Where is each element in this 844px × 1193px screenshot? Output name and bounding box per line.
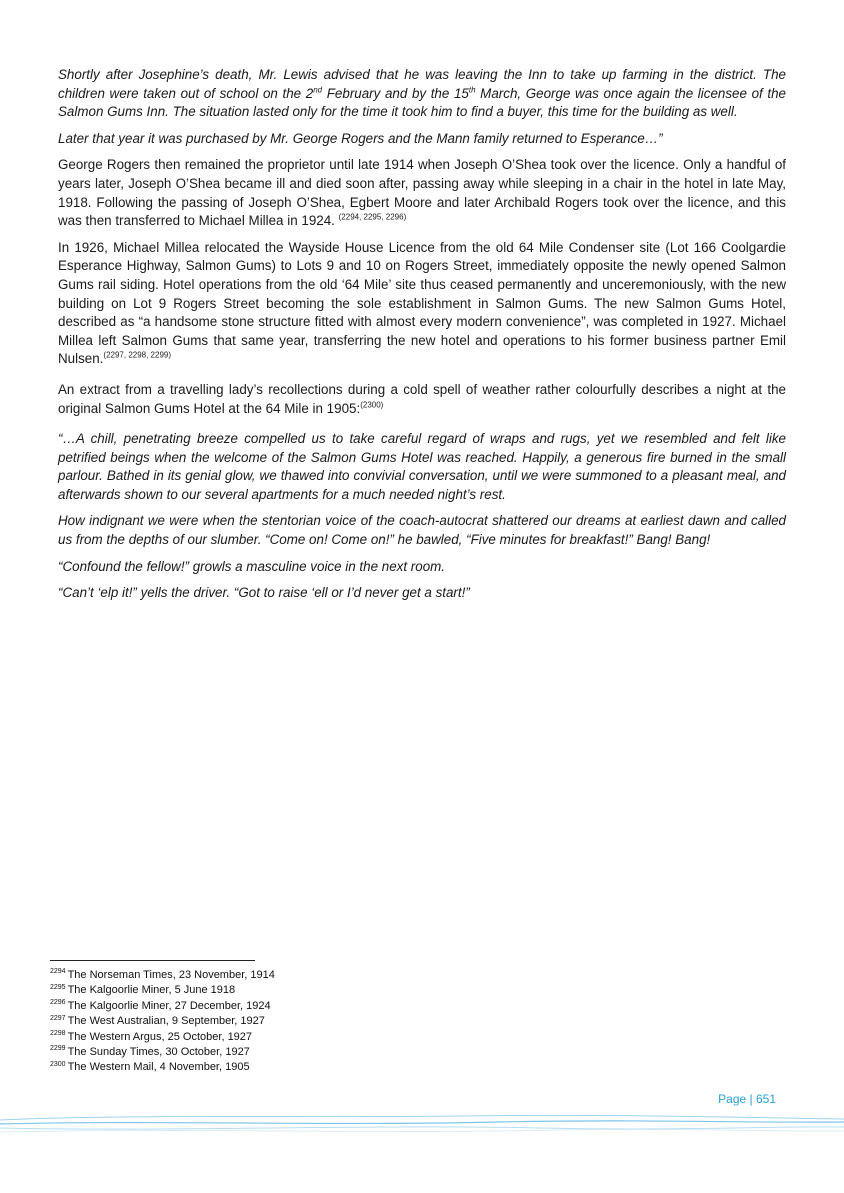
wave-line [0, 1127, 844, 1129]
footnote [50, 1014, 450, 1029]
footnote-text: The West Australian, 9 September, 1927 [67, 1015, 265, 1028]
ordinal-suffix: nd [313, 85, 323, 95]
footnote-text: The Sunday Times, 30 October, 1927 [67, 1046, 250, 1059]
footnote-number: 2295 [50, 983, 66, 991]
footnote-reference: (2300) [360, 400, 384, 410]
footnote-number: 2299 [50, 1045, 66, 1053]
paragraph-5-text: An extract from a travelling lady’s recollections during a cold spell of weather rather colourfully describes a night at the original Salmon Gums Hotel at the 64 Mile in 1905: [58, 381, 786, 416]
footnote-reference: (2297, 2298, 2299) [103, 350, 172, 360]
paragraph-3 [58, 156, 786, 230]
footnote-number: 2297 [50, 1014, 66, 1022]
paragraph-9: “Can’t ‘elp it!” yells the driver. “Got to raise ‘ell or I’d never get a start!” [58, 585, 470, 601]
footnote [50, 1030, 450, 1045]
footnote-number: 2298 [50, 1029, 66, 1037]
paragraph-6: “…A chill, penetrating breeze compelled us to take careful regard of wraps and rugs, yet we resembled and felt like petrified beings when the welcome of the Salmon Gums Hotel was reached. Happily, a generous fire burned in the small parlour. Bathed in its genial glow, we thawed into convivial conversation, until we were summoned to a pleasant meal, and afterwards shown to our several apartments for a much needed night’s rest. [58, 431, 786, 502]
main-text [58, 66, 786, 611]
footnotes [50, 968, 450, 1076]
footnote-number: 2296 [50, 999, 66, 1007]
paragraph-4-text: In 1926, Michael Millea relocated the Wayside House Licence from the old 64 Mile Condenser site (Lot 166 Coolgardie Esperance Highway, Salmon Gums) to Lots 9 and 10 on Rogers Street, immediately opposite the newly opened Salmon Gums rail siding. Hotel operations from the old ‘64 Mile’ site thus ceased permanently and unceremoniously, with the new building on Lot 9 Rogers Street becoming the sole establishment in Salmon Gums. The new Salmon Gums Hotel, described as “a handsome stone structure fitted with almost every modern convenience”, was completed in 1927. Michael Millea left Salmon Gums that same year, transferring the new hotel and operations to his former business partner Emil Nulsen. [58, 239, 786, 367]
paragraph-1 [58, 66, 786, 122]
footnote-text: The Norseman Times, 23 November, 1914 [67, 969, 275, 981]
footnote [50, 1045, 450, 1060]
footnote-text: The Kalgoorlie Miner, 27 December, 1924 [67, 999, 271, 1012]
paragraph-1-text-a: Shortly after Josephine’s death, Mr. Lewis advised that he was leaving the Inn to take up farming in the district. The children were taken out of school on the 2 [58, 67, 786, 101]
paragraph-1-text-c: March, George was once again the licensee of the Salmon Gums Inn. The situation lasted only for the time it took him to find a buyer, this time for the building as well. [58, 85, 786, 120]
ordinal-suffix: th [468, 85, 476, 95]
paragraph-7: How indignant we were when the stentorian voice of the coach-autocrat shattered our dreams at earliest dawn and called us from the depths of our slumber. “Come on! Come on!” he bawled, “Five minutes for breakfast!” Bang! Bang! [58, 513, 786, 548]
footnote-reference: (2294, 2295, 2296) [338, 212, 407, 222]
paragraph-3-text: George Rogers then remained the proprietor until late 1914 when Joseph O’Shea took over the licence. Only a handful of years later, Joseph O’Shea became ill and died soon after, passing away while sleeping in a chair in the hotel in late May, 1918. Following the passing of Joseph O’Shea, Egbert Moore and later Archibald Rogers took over the licence, and this was then transferred to Michael Millea in 1924. [58, 157, 786, 229]
wave-line [0, 1115, 844, 1120]
footer-wave-decoration [0, 1108, 844, 1148]
wave-line [0, 1129, 844, 1132]
footnote-number: 2294 [50, 968, 66, 976]
footnote-text: The Western Argus, 25 October, 1927 [67, 1030, 253, 1043]
footnote [50, 999, 450, 1014]
paragraph-2: Later that year it was purchased by Mr. George Rogers and the Mann family returned to Esperance…” [58, 130, 663, 146]
paragraph-5 [58, 381, 786, 418]
footnote-text: The Western Mail, 4 November, 1905 [67, 1061, 250, 1074]
wave-line [0, 1121, 844, 1124]
footnote [50, 1060, 450, 1075]
footnote-text: The Kalgoorlie Miner, 5 June 1918 [67, 984, 236, 997]
paragraph-8: “Confound the fellow!” growls a masculine voice in the next room. [58, 558, 446, 574]
footnote [50, 968, 450, 983]
footnote-number: 2300 [50, 1060, 66, 1068]
paragraph-4 [58, 239, 786, 369]
paragraph-1-text-b: February and by the 15 [322, 85, 469, 101]
footnote-divider [50, 960, 255, 961]
page-number: Page | 651 [718, 1092, 776, 1106]
footnote [50, 983, 450, 998]
